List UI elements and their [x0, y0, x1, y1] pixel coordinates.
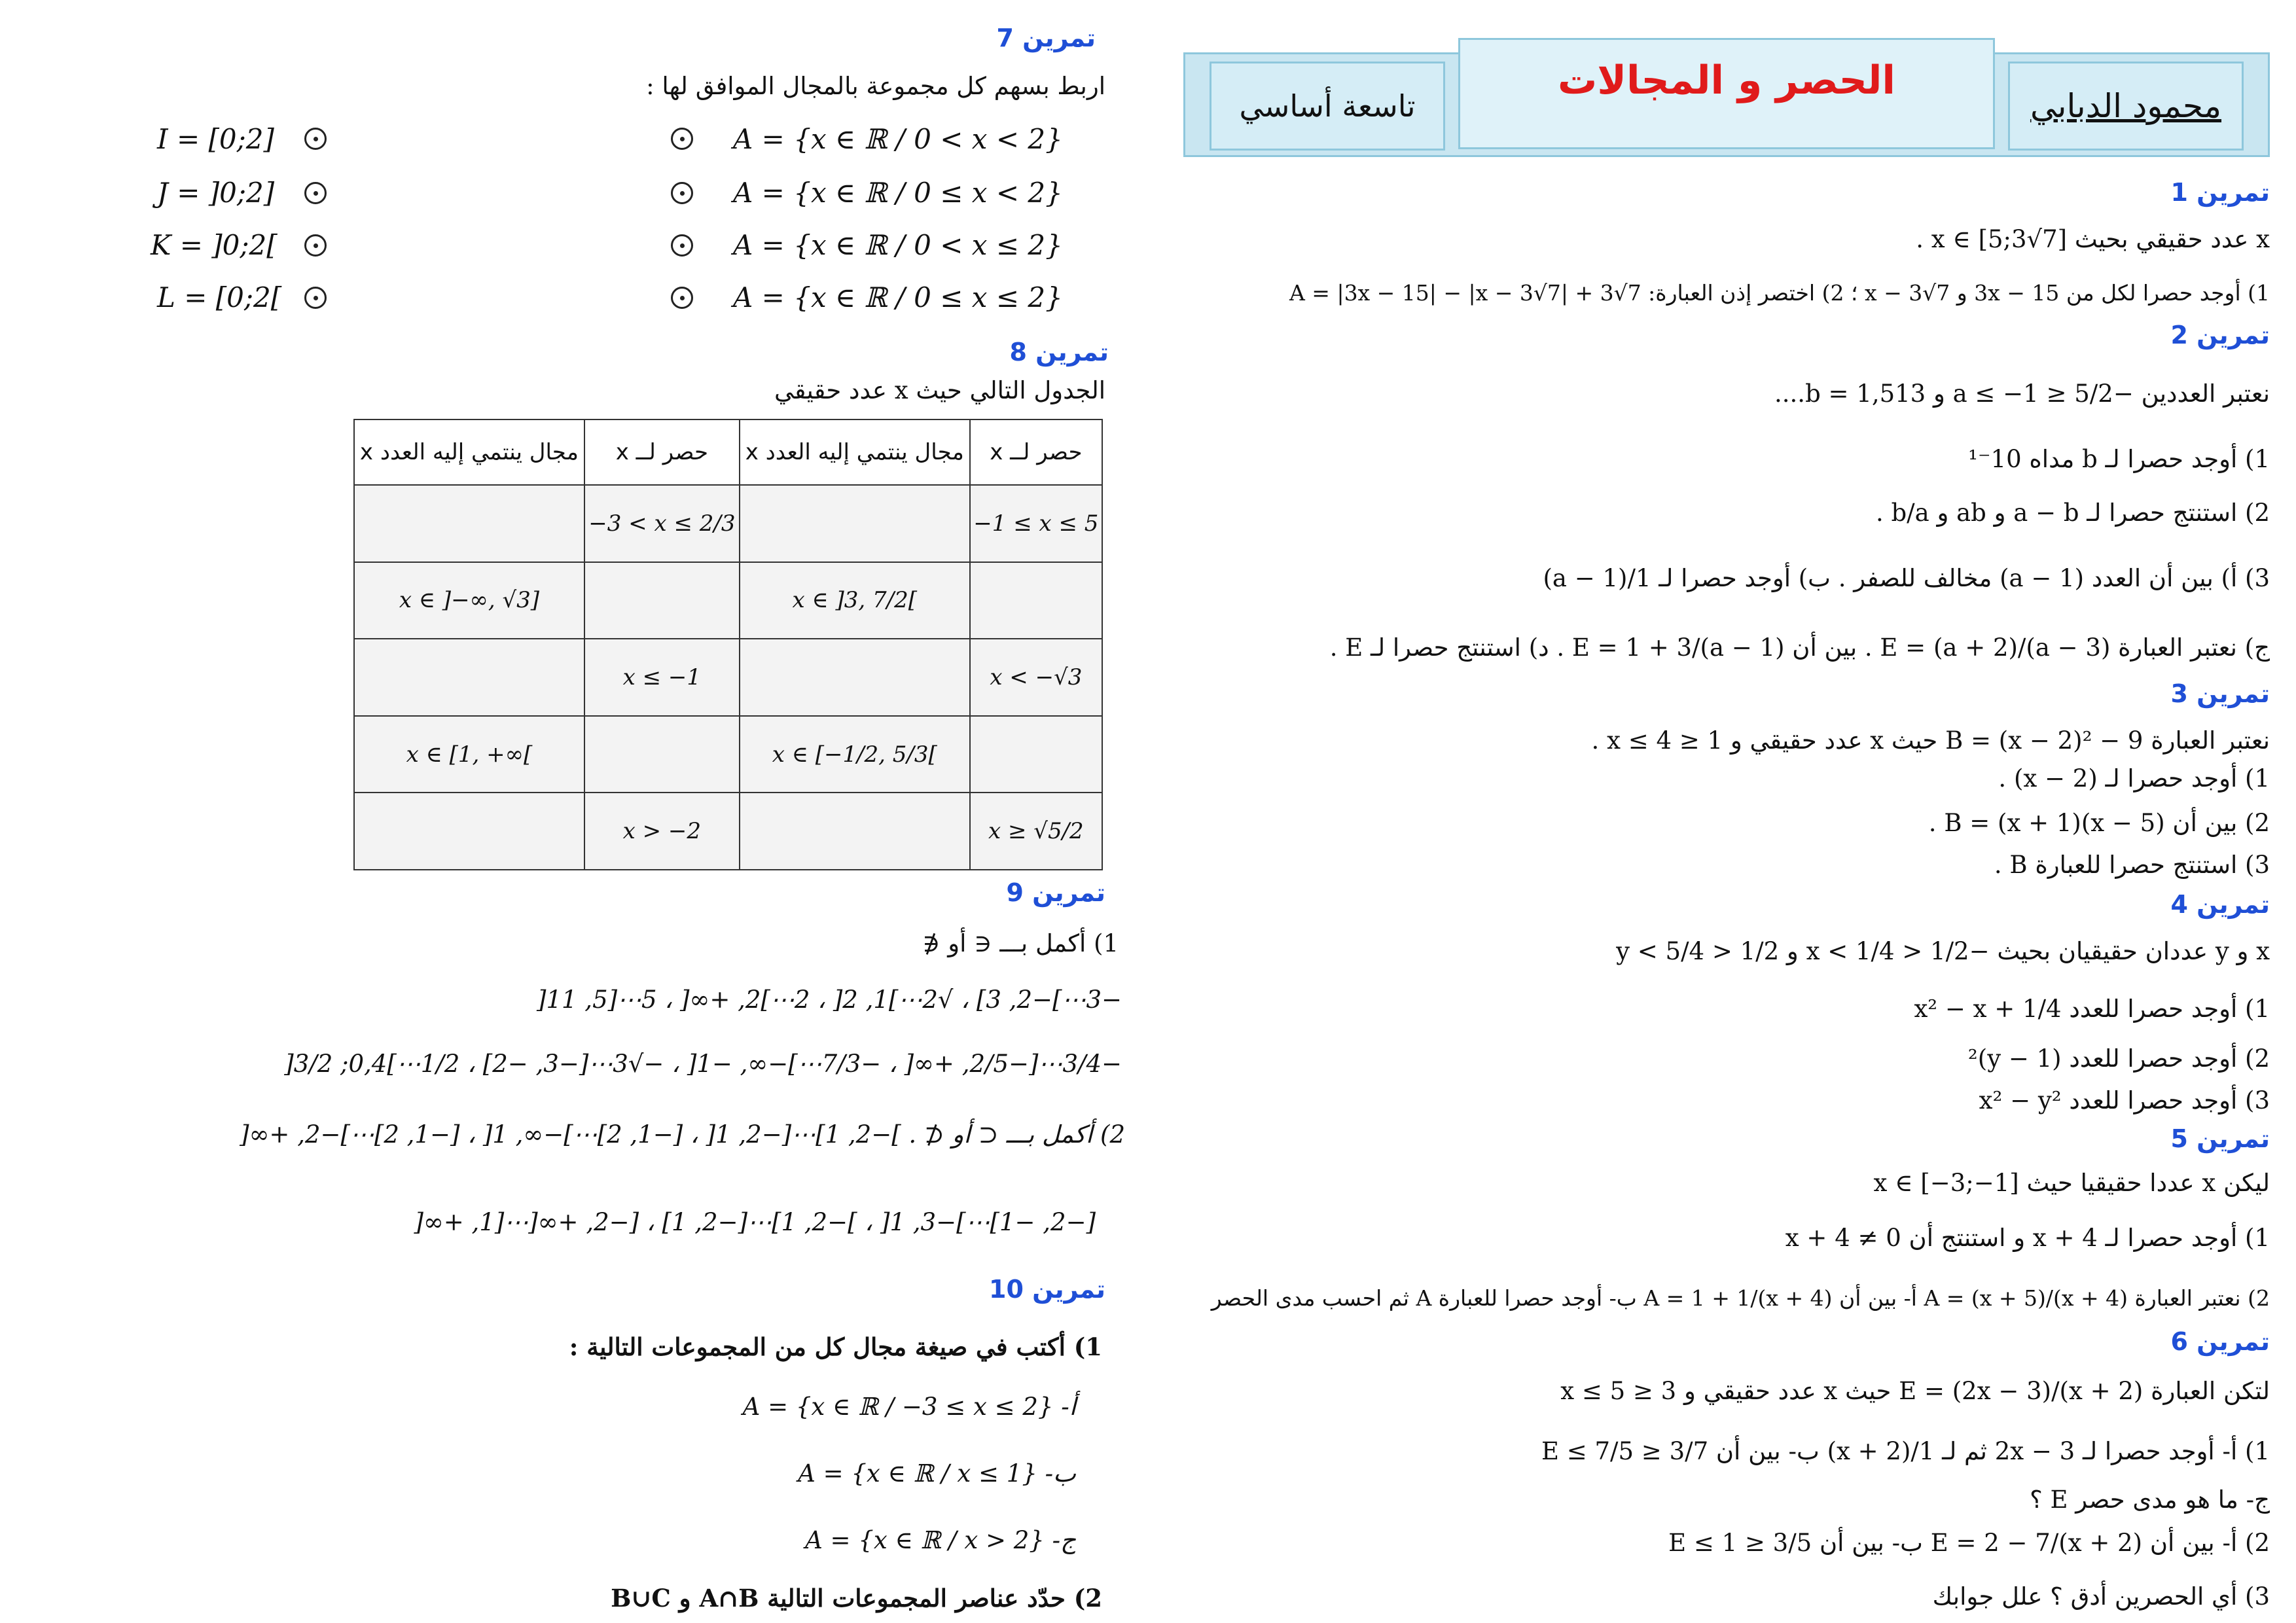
exercise-10-q2: 2) حدّد عناصر المجموعات التالية A∩B و B∪C — [611, 1584, 1102, 1613]
table-cell[interactable]: x ∈ [−1/2, 5/3[ — [740, 716, 970, 793]
interval-k: K = ]0;2[ — [151, 229, 278, 261]
exercise-6-title: تمرين 6 — [2170, 1327, 2270, 1356]
exercise-4-line3: 2) أوجد حصرا للعدد (y − 1)² — [1967, 1044, 2270, 1073]
exercise-7-title: تمرين 7 — [996, 24, 1096, 52]
header-banner — [1183, 33, 2270, 164]
table-row — [354, 793, 1102, 870]
exercise-2-line5: ج) نعتبر العبارة E = (a + 2)/(a − 3) . بين أن E = 1 + 3/(a − 1) . د) استنتج حصرا لـ E . — [1329, 633, 2270, 662]
exercise-3-line1: نعتبر العبارة B = (x − 2)² − 9 حيث x عدد حقيقي و 1 ≤ x ≤ 4 . — [1591, 726, 2270, 755]
table-header: مجال ينتمي إليه العدد x — [354, 419, 584, 485]
author-name: محمود الدبابي — [2030, 87, 2222, 125]
table-header: مجال ينتمي إليه العدد x — [740, 419, 970, 485]
table-cell[interactable] — [584, 562, 740, 639]
exercise-3-line2: 1) أوجد حصرا لـ (x − 2) . — [1998, 764, 2270, 793]
table-cell[interactable]: x > −2 — [584, 793, 740, 870]
exercise-6-line4: 2) أ- بين أن E = 2 − 7/(x + 2) ب- بين أن 3/5 ≤ E ≤ 1 — [1668, 1529, 2270, 1557]
table-cell[interactable] — [740, 793, 970, 870]
exercise-4-line1: x و y عددان حقيقيان بحيث −1/2 < x < 1/4 و 1/2 < y < 5/4 — [1616, 937, 2270, 965]
exercise-3-line3: 2) بين أن B = (x + 1)(x − 5) . — [1928, 809, 2270, 837]
exercise-10-a: أ- A = {x ∈ ℝ / −3 ≤ x ≤ 2} — [742, 1393, 1076, 1421]
table-cell[interactable] — [970, 562, 1102, 639]
title-box — [1458, 38, 1995, 149]
exercise-9-q1: 1) أكمل بـــ ∈ أو ∉ — [922, 929, 1119, 957]
exercise-7-instruction: اربط بسهم كل مجموعة بالمجال الموافق لها : — [646, 72, 1105, 100]
table-cell[interactable] — [584, 716, 740, 793]
interval-k-dot[interactable] — [304, 234, 327, 257]
exercise-2-line2: 1) أوجد حصرا لـ b مداه 10⁻¹ — [1968, 445, 2270, 473]
set-1-dot[interactable] — [671, 128, 693, 150]
table-header: حصر لــ x — [970, 419, 1102, 485]
exercise-9-q1-line1: −3⋯]−2, 3] ، √2⋯]1, 2[ ، 2⋯]2, +∞[ ، 5⋯[5, 11[ — [537, 986, 1122, 1014]
table-cell[interactable]: x < −√3 — [970, 639, 1102, 716]
exercise-6-line2: 1) أ- أوجد حصرا لـ 2x − 3 ثم لـ 1/(x + 2) ب- بين أن 3/7 ≤ E ≤ 7/5 — [1541, 1437, 2270, 1465]
set-4: A = {x ∈ ℝ / 0 ≤ x ≤ 2} — [733, 281, 1063, 313]
exercise-2-line1: نعتبر العددين −5/2 ≤ a ≤ −1 و b = 1,513.... — [1774, 380, 2270, 408]
set-3-dot[interactable] — [671, 234, 693, 257]
table-header-row — [354, 419, 1102, 485]
exercise-2-title: تمرين 2 — [2170, 321, 2270, 349]
table-cell[interactable]: x ∈ ]−∞, √3] — [354, 562, 584, 639]
page-title: الحصر و المجالات — [1558, 58, 1895, 103]
set-3: A = {x ∈ ℝ / 0 < x ≤ 2} — [733, 229, 1063, 261]
exercise-4-line2: 1) أوجد حصرا للعدد x² − x + 1/4 — [1914, 995, 2270, 1023]
interval-l: L = [0;2[ — [157, 281, 282, 313]
exercise-3-line4: 3) استنتج حصرا للعبارة B . — [1994, 851, 2270, 879]
table-cell[interactable] — [740, 639, 970, 716]
exercise-8-intro: الجدول التالي حيث x عدد حقيقي — [774, 376, 1105, 404]
table-cell[interactable]: −1 ≤ x ≤ 5 — [970, 485, 1102, 562]
exercise-5-title: تمرين 5 — [2170, 1124, 2270, 1153]
interval-i-dot[interactable] — [304, 128, 327, 150]
interval-j: J = ]0;2] — [157, 177, 275, 209]
author-box — [2008, 62, 2244, 151]
exercise-8-title: تمرين 8 — [1009, 338, 1109, 366]
exercise-10-b: ب- A = {x ∈ ℝ / x ≤ 1} — [798, 1459, 1076, 1488]
exercise-6-line1: لتكن العبارة E = (2x − 3)/(x + 2) حيث x عدد حقيقي و 3 ≤ x ≤ 5 — [1560, 1377, 2270, 1405]
exercise-9-q2-line2: [−2, −1]⋯]−3, 1[ ، ]−2, 1]⋯[−2, 1] ، [−2, +∞[⋯[1, +∞[ — [414, 1208, 1096, 1236]
exercise-1-line1: x عدد حقيقي بحيث x ∈ [5;3√7] . — [1916, 225, 2270, 253]
exercise-9-q1-line2: −3/4⋯[−2/5, +∞[ ، −7/3⋯]−∞, −1[ ، −√3⋯[−3, −2] ، 1/2⋯]0,4; 3/2[ — [284, 1050, 1122, 1078]
exercise-4-title: تمرين 4 — [2170, 890, 2270, 919]
table-cell[interactable]: x ∈ [1, +∞[ — [354, 716, 584, 793]
set-4-dot[interactable] — [671, 287, 693, 309]
table-row — [354, 485, 1102, 562]
exercise-8-table — [353, 419, 1103, 870]
set-2: A = {x ∈ ℝ / 0 ≤ x < 2} — [733, 177, 1063, 209]
right-column — [1148, 0, 2296, 1623]
set-2-dot[interactable] — [671, 182, 693, 204]
table-row — [354, 716, 1102, 793]
exercise-6-line3: ج- ما هو مدى حصر E ؟ — [2030, 1486, 2270, 1514]
exercise-1-title: تمرين 1 — [2170, 178, 2270, 207]
exercise-5-line3: 2) نعتبر العبارة A = (x + 5)/(x + 4) أ- بين أن A = 1 + 1/(x + 4) ب- أوجد حصرا للعبارة A ثم احسب مدى الحصر — [1211, 1285, 2270, 1311]
interval-j-dot[interactable] — [304, 182, 327, 204]
exercise-6-line5: 3) أي الحصرين أدق ؟ علل جوابك — [1932, 1582, 2270, 1611]
level-box — [1210, 62, 1445, 151]
exercise-9-q2: 2) أكمل بـــ ⊂ أو ⊄ . ]−2, 1]⋯[−2, 1[ ، [−1, 2]⋯]−∞, 1[ ، [−1, 2]⋯]−2, +∞[ — [240, 1120, 1125, 1149]
interval-l-dot[interactable] — [304, 287, 327, 309]
exercise-10-c: ج- A = {x ∈ ℝ / x > 2} — [805, 1526, 1076, 1554]
table-cell[interactable]: x ≤ −1 — [584, 639, 740, 716]
table-cell[interactable]: −3 < x ≤ 2/3 — [584, 485, 740, 562]
exercise-3-title: تمرين 3 — [2170, 679, 2270, 708]
table-cell[interactable] — [354, 639, 584, 716]
level-label: تاسعة أساسي — [1239, 88, 1416, 124]
interval-i: I = [0;2] — [157, 123, 274, 155]
table-row — [354, 639, 1102, 716]
set-1: A = {x ∈ ℝ / 0 < x < 2} — [733, 123, 1063, 155]
table-cell[interactable] — [970, 716, 1102, 793]
exercise-10-q1: 1) أكتب في صيغة مجال كل من المجموعات التالية : — [569, 1332, 1102, 1361]
exercise-2-line3: 2) استنتج حصرا لـ a − b و ab و b/a . — [1875, 499, 2270, 527]
exercise-5-line1: ليكن x عددا حقيقيا حيث x ∈ [−3;−1] — [1873, 1169, 2270, 1197]
exercise-2-line4: 3) أ) بين أن العدد (a − 1) مخالف للصفر . ب) أوجد حصرا لـ 1/(a − 1) — [1543, 564, 2270, 592]
table-cell[interactable]: x ∈ ]3, 7/2[ — [740, 562, 970, 639]
exercise-5-line2: 1) أوجد حصرا لـ x + 4 و استنتج أن x + 4 ≠ 0 — [1785, 1224, 2270, 1252]
table-cell[interactable] — [740, 485, 970, 562]
table-header: حصر لــ x — [584, 419, 740, 485]
table-row — [354, 562, 1102, 639]
exercise-9-title: تمرين 9 — [1006, 878, 1105, 907]
table-cell[interactable] — [354, 793, 584, 870]
exercise-4-line4: 3) أوجد حصرا للعدد x² − y² — [1979, 1086, 2270, 1115]
exercise-1-line2: 1) أوجد حصرا لكل من 3x − 15 و x − 3√7 ؛ 2) اختصر إذن العبارة: A = |3x − 15| − |x − 3√7| + 3√7 — [1289, 280, 2270, 306]
table-cell[interactable] — [354, 485, 584, 562]
table-cell[interactable]: x ≥ √5/2 — [970, 793, 1102, 870]
exercise-10-title: تمرين 10 — [989, 1275, 1105, 1304]
